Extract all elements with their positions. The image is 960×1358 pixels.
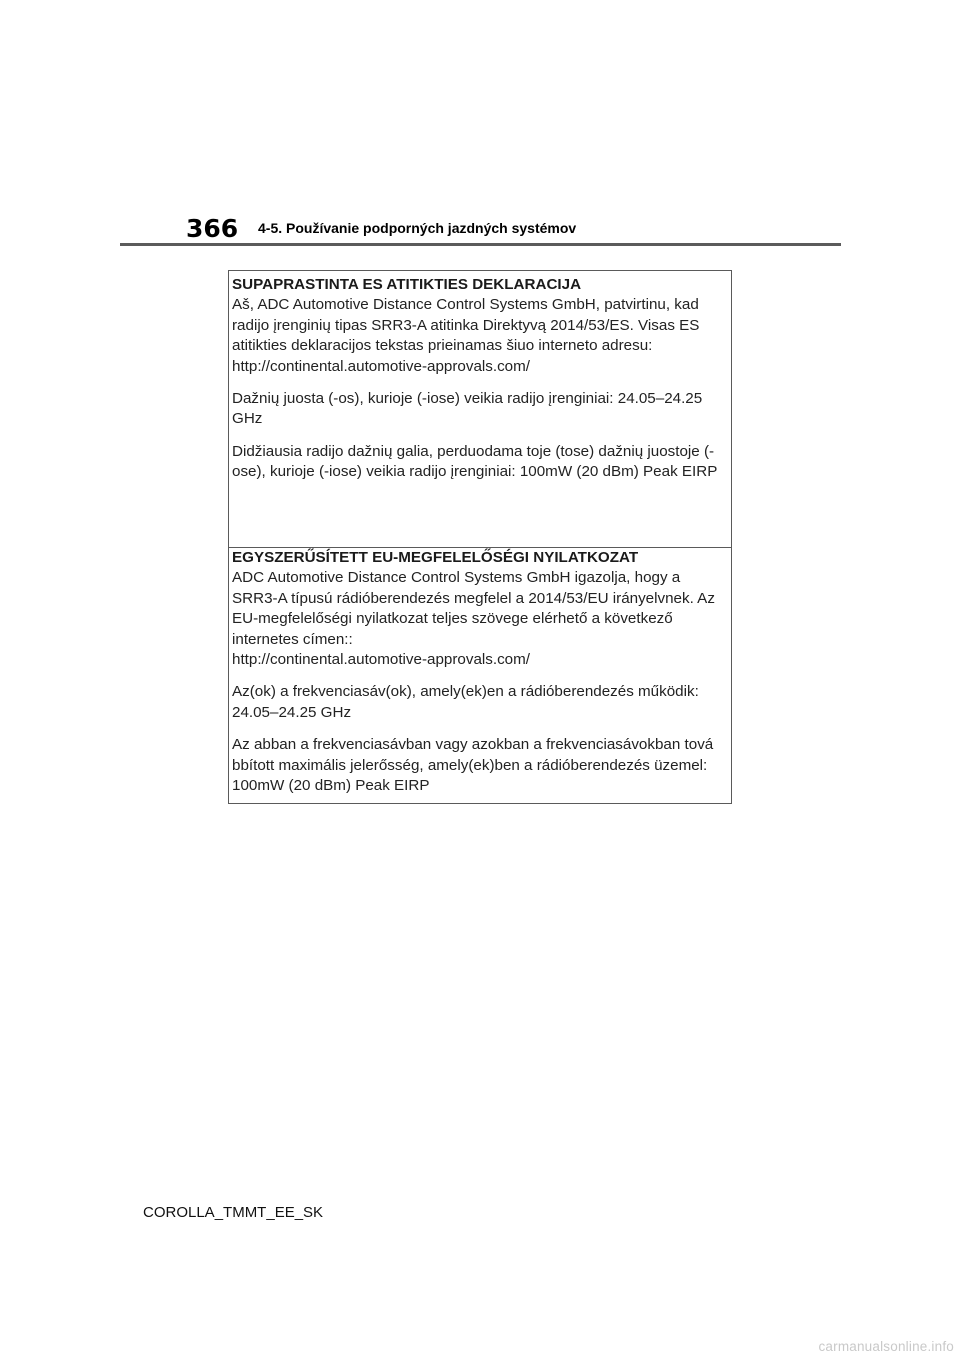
approvals-url: http://continental.automotive-approvals.com/ bbox=[232, 357, 531, 375]
text-line: atitikties deklaracijos tekstas prieinamas šiuo interneto adresu: bbox=[232, 337, 653, 355]
declaration-paragraph bbox=[232, 568, 728, 670]
frequency-band-paragraph bbox=[232, 389, 728, 430]
watermark-text: carmanualsonline.info bbox=[818, 1339, 954, 1354]
text-line: Didžiausia radijo dažnių galia, perduodama toje (tose) dažnių juostoje (- bbox=[232, 442, 715, 460]
frequency-band-paragraph bbox=[232, 682, 728, 723]
text-line: radijo įrenginių tipas SRR3-A atitinka Direktyvą 2014/53/ES. Visas ES bbox=[232, 316, 700, 334]
text-line: bbított maximális jelerősség, amely(ek)ben a rádióberendezés üzemel: bbox=[232, 756, 708, 774]
text-line: Dažnių juosta (-os), kurioje (-iose) veikia radijo įrenginiai: 24.05–24.25 bbox=[232, 390, 703, 408]
text-line: 100mW (20 dBm) Peak EIRP bbox=[232, 777, 430, 795]
approvals-url: http://continental.automotive-approvals.com/ bbox=[232, 651, 531, 669]
declaration-section-lithuanian bbox=[229, 275, 731, 550]
declaration-heading-lithuanian: SUPAPRASTINTA ES ATITIKTIES DEKLARACIJA bbox=[232, 276, 582, 293]
text-line: Az(ok) a frekvenciasáv(ok), amely(ek)en a rádióberendezés működik: bbox=[232, 683, 699, 701]
text-line: ose), kurioje (-iose) veikia radijo įrenginiai: 100mW (20 dBm) Peak EIRP bbox=[232, 463, 718, 481]
page-number: 366 bbox=[186, 214, 239, 243]
text-line: internetes címen:: bbox=[232, 630, 353, 648]
declaration-section-hungarian bbox=[229, 547, 731, 805]
text-line: Aš, ADC Automotive Distance Control Systems GmbH, patvirtinu, kad bbox=[232, 296, 699, 314]
text-line: ADC Automotive Distance Control Systems GmbH igazolja, hogy a bbox=[232, 569, 681, 587]
header-divider bbox=[120, 243, 841, 246]
text-line: GHz bbox=[232, 410, 263, 428]
text-line: 24.05–24.25 GHz bbox=[232, 703, 352, 721]
declaration-heading-hungarian: EGYSZERŰSÍTETT EU-MEGFELELŐSÉGI NYILATKOZAT bbox=[232, 549, 639, 566]
text-line: Az abban a frekvenciasávban vagy azokban a frekvenciasávokban tová bbox=[232, 736, 714, 754]
document-code: COROLLA_TMMT_EE_SK bbox=[143, 1204, 324, 1221]
max-power-paragraph bbox=[232, 442, 728, 483]
declaration-box bbox=[228, 270, 732, 804]
declaration-paragraph bbox=[232, 295, 728, 377]
text-line: EU-megfelelőségi nyilatkozat teljes szövege elérhető a következő bbox=[232, 610, 673, 628]
section-title: 4-5. Používanie podporných jazdných systémov bbox=[258, 220, 577, 236]
text-line: SRR3-A típusú rádióberendezés megfelel a 2014/53/EU irányelvnek. Az bbox=[232, 589, 715, 607]
max-power-paragraph bbox=[232, 735, 728, 796]
